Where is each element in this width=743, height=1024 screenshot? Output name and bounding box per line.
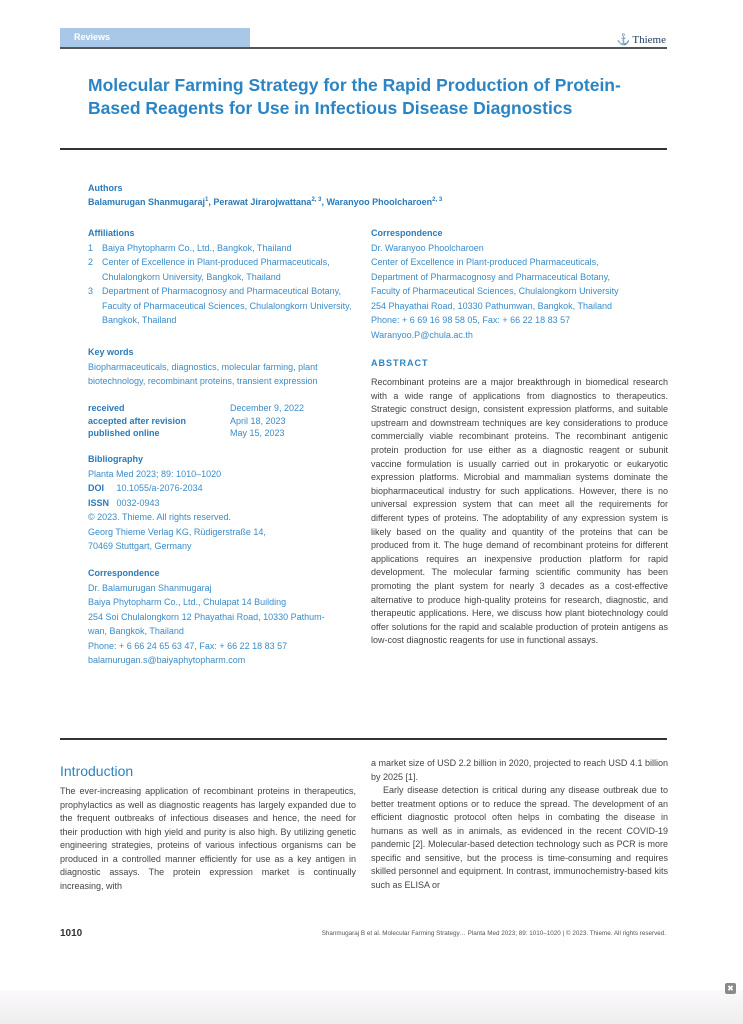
section-divider bbox=[60, 738, 667, 740]
date-row: received December 9, 2022 bbox=[88, 403, 305, 413]
section-tab bbox=[60, 28, 250, 47]
header-divider bbox=[60, 47, 667, 49]
affiliation-item: 3 Department of Pharmacognosy and Pharmaceutical Botany, Faculty of Pharmaceutical Sciences, Chulalongkorn University, Bangkok, Thailand bbox=[88, 286, 352, 325]
affiliation-item: 2 Center of Excellence in Plant-produced Pharmaceuticals, Chulalongkorn University, Bangkok, Thailand bbox=[88, 257, 330, 282]
paragraph: The ever-increasing application of recombinant proteins in therapeutics, prophylactics as well as diagnostic reagents has largely expanded due to the frequent outbreaks of infectious diseases and hence, the need for their production with high yield and purity is also high. By utilizing genetic engineering strategies, proteins of various infectious organisms can be produced in a controlled manner efficiently for use as a key antigen in diagnostic assays. The protein expression market is continually increasing, with bbox=[60, 786, 356, 891]
viewer-bottom-bar bbox=[0, 990, 743, 1024]
article-title: Molecular Farming Strategy for the Rapid Production of Protein-Based Reagents for Use in Infectious Disease Diagnostics bbox=[88, 75, 621, 118]
correspondence-label: Correspondence bbox=[88, 568, 160, 578]
page-number: 1010 bbox=[60, 928, 83, 939]
affiliations-block bbox=[88, 226, 353, 328]
body-column-left bbox=[60, 785, 356, 893]
dates-block bbox=[88, 402, 353, 440]
publisher-logo bbox=[617, 33, 666, 46]
paragraph: Early disease detection is critical during any disease outbreak due to better treatment options or to reduce the spread. The development of an efficient diagnostic protocol often helps in combating the disease in humans as well as in animals, as evidenced in the recent COVID-19 pandemic [2]. Molecular-based detection technology such as PCR is more specific and sensitive, but the process is time-consuming and requires skilled personnel and equipment. In contrast, immunochemistry-based kits such as ELISA or bbox=[371, 785, 668, 890]
keywords-label: Key words bbox=[88, 347, 134, 357]
title-divider bbox=[60, 148, 667, 150]
correspondence-label: Correspondence bbox=[371, 228, 443, 238]
author-affiliation: 1 bbox=[205, 197, 209, 203]
publisher-address: 70469 Stuttgart, Germany bbox=[88, 541, 192, 551]
paragraph: a market size of USD 2.2 billion in 2020, projected to reach USD 4.1 billion by 2025 [1]. bbox=[371, 758, 668, 782]
copyright: © 2023. Thieme. All rights reserved. bbox=[88, 512, 232, 522]
citation: Planta Med 2023; 89: 1010–1020 bbox=[88, 468, 222, 479]
bibliography-label: Bibliography bbox=[88, 454, 144, 464]
body-column-right bbox=[371, 757, 668, 892]
date-row: published online May 15, 2023 bbox=[88, 428, 285, 438]
thieme-logo-icon: ⚓ bbox=[616, 34, 631, 46]
doi-link[interactable]: 10.1055/a-2076-2034 bbox=[116, 483, 203, 493]
doi-line: DOI 10.1055/a-2076-2034 bbox=[88, 483, 203, 493]
footer-citation: Shanmugaraj B et al. Molecular Farming Strategy… Planta Med 2023; 89: 1010–1020 | © 2023. Thieme. All rights reserved. bbox=[321, 930, 666, 937]
affiliations-label: Affiliations bbox=[88, 228, 135, 238]
date-row: accepted after revision April 18, 2023 bbox=[88, 415, 286, 426]
authors-label: Authors bbox=[88, 183, 123, 193]
keywords-text: Biopharmaceuticals, diagnostics, molecular farming, plant biotechnology, recombinant proteins, transient expression bbox=[88, 361, 318, 386]
bibliography-block bbox=[88, 452, 353, 554]
author-affiliation: 2, 3 bbox=[311, 197, 322, 203]
correspondence-block: Correspondence Dr. Balamurugan Shanmugaraj Baiya Phytopharm Co., Ltd., Chulapat 14 Building 254 Soi Chulalongkorn 12 Phayathai Road, 10330 Pathum- wan, Bangkok, Thailand Phone: + 6 66 24 65 63 47, Fax: + 66 22 18 83 57 balamurugan.s@baiyaphytopharm.com bbox=[88, 566, 353, 668]
close-icon[interactable]: ✖ bbox=[725, 983, 736, 994]
author-list: Balamurugan Shanmugaraj$^1$, Perawat Jirarojwattana$^{2, 3}$, Waranyoo Phoolcharoen$^{2, 3}$ bbox=[88, 197, 443, 207]
publisher-name: Thieme bbox=[632, 33, 666, 46]
author-name: Waranyoo Phoolcharoen bbox=[326, 197, 433, 207]
correspondence-block: Correspondence Dr. Waranyoo Phoolcharoen Center of Excellence in Plant-produced Pharmaceuticals, Department of Pharmacognosy and Pharmaceutical Botany, Faculty of Pharmaceutical Sciences, Chulalongkorn University 254 Phayathai Road, 10330 Pathumwan, Bangkok, Thailand Phone: + 6 69 16 98 58 05, Fax: + 66 22 18 83 57 Waranyoo.P@chula.ac.th bbox=[371, 226, 668, 342]
introduction-heading: Introduction bbox=[60, 763, 134, 779]
publisher-address: Georg Thieme Verlag KG, Rüdigerstraße 14, bbox=[88, 526, 266, 537]
author-affiliation: 2, 3 bbox=[432, 197, 443, 203]
author-name: Perawat Jirarojwattana bbox=[213, 197, 312, 207]
section-label: Reviews bbox=[74, 32, 111, 42]
issn-line: ISSN 0032-0943 bbox=[88, 497, 160, 508]
author-name: Balamurugan Shanmugaraj bbox=[88, 197, 206, 207]
email-link[interactable]: balamurugan.s@baiyaphytopharm.com bbox=[88, 655, 246, 665]
affiliation-item: 1 Baiya Phytopharm Co., Ltd., Bangkok, Thailand bbox=[88, 242, 292, 253]
keywords-block bbox=[88, 345, 353, 389]
abstract-text: Recombinant proteins are a major breakthrough in biomedical research with a wide range of applications from diagnostics to therapeutics. Strategic construct design, consistent expression platforms, and suitable upstream and downstream techniques are key considerations to produce commercially viable recombinant proteins. The recombinant antigenic protein production for use either as a diagnostic reagent or subunit vaccine formulation is usually carried out in prokaryotic or eukaryotic expression platforms. Microbial and mammalian systems dominate the biopharmaceutical industry for such applications. However, there is no universal expression system that can meet all the requirements for different types of proteins. The adoptability of any expression system is likely based on the quality and quantity of the proteins that can be produced from it. The huge demand of recombinant proteins for different applications requires an inexpensive production platform for rapid development. The molecular farming scientific community has been promoting the plant system for nearly 3 decades as a cost-effective alternative to produce high-quality proteins for research, diagnostic, and therapeutic applications. Here, we discuss how plant biotechnology could offer solutions for the rapid and scalable production of protein antigens as low-cost diagnostic reagents for use in functional assays. bbox=[371, 377, 668, 646]
authors-block bbox=[88, 183, 442, 209]
email-link[interactable]: Waranyoo.P@chula.ac.th bbox=[371, 329, 473, 340]
abstract-heading: ABSTRACT bbox=[371, 358, 429, 368]
